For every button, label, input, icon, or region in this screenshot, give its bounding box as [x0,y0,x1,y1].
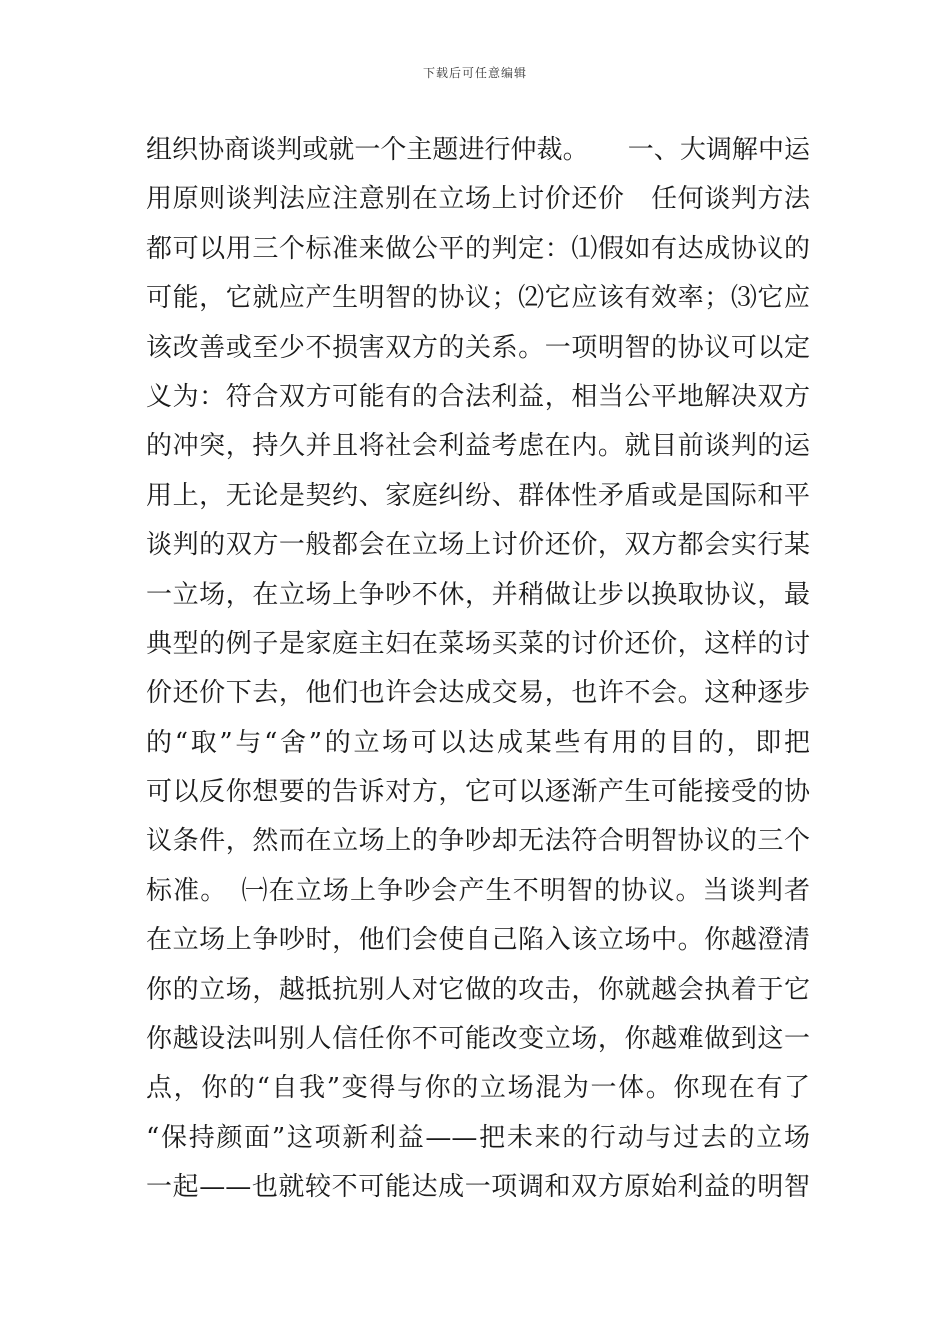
text-line: 在立场上争吵时，他们会使自己陷入该立场中。你越澄清 [146,925,810,956]
text-line: 价还价下去，他们也许会达成交易，也许不会。这种逐步 [146,678,810,709]
text-line: 都可以用三个标准来做公平的判定：⑴假如有达成协议的 [146,233,810,264]
text-line: 谈判的双方一般都会在立场上讨价还价，双方都会实行某 [146,530,810,561]
text-line: 标准。 ㈠在立场上争吵会产生不明智的协议。当谈判者 [146,875,810,906]
text-line: 你的立场，越抵抗别人对它做的攻击，你就越会执着于它 [146,974,810,1005]
page-header: 下载后可任意编辑 [422,66,527,80]
text-line: 一起——也就较不可能达成一项调和双方原始利益的明智 [146,1172,810,1203]
text-line: 义为：符合双方可能有的合法利益，相当公平地解决双方 [146,381,810,412]
text-line: 典型的例子是家庭主妇在菜场买菜的讨价还价，这样的讨 [146,628,810,659]
text-line: 该改善或至少不损害双方的关系。一项明智的协议可以定 [146,332,810,363]
text-line: 可能，它就应产生明智的协议；⑵它应该有效率；⑶它应 [146,283,810,314]
text-line: 点，你的“自我”变得与你的立场混为一体。你现在有了 [146,1073,810,1104]
text-line: 议条件，然而在立场上的争吵却无法符合明智协议的三个 [146,826,810,857]
text-line: 用上，无论是契约、家庭纠纷、群体性矛盾或是国际和平 [146,480,810,511]
text-line: 可以反你想要的告诉对方，它可以逐渐产生可能接受的协 [146,777,810,808]
text-line: 的冲突，持久并且将社会利益考虑在内。就目前谈判的运 [146,431,810,462]
text-line: 用原则谈判法应注意别在立场上讨价还价 任何谈判方法 [146,184,810,215]
text-line: 一立场，在立场上争吵不休，并稍做让步以换取协议，最 [146,579,810,610]
text-line: 的“取”与“舍”的立场可以达成某些有用的目的，即把 [146,727,810,758]
text-line: 组织协商谈判或就一个主题进行仲裁。 一、大调解中运 [146,135,810,165]
text-line: “保持颜面”这项新利益——把未来的行动与过去的立场 [146,1122,810,1153]
body-text [146,126,810,1213]
text-line: 你越设法叫别人信任你不可能改变立场，你越难做到这一 [146,1024,810,1055]
